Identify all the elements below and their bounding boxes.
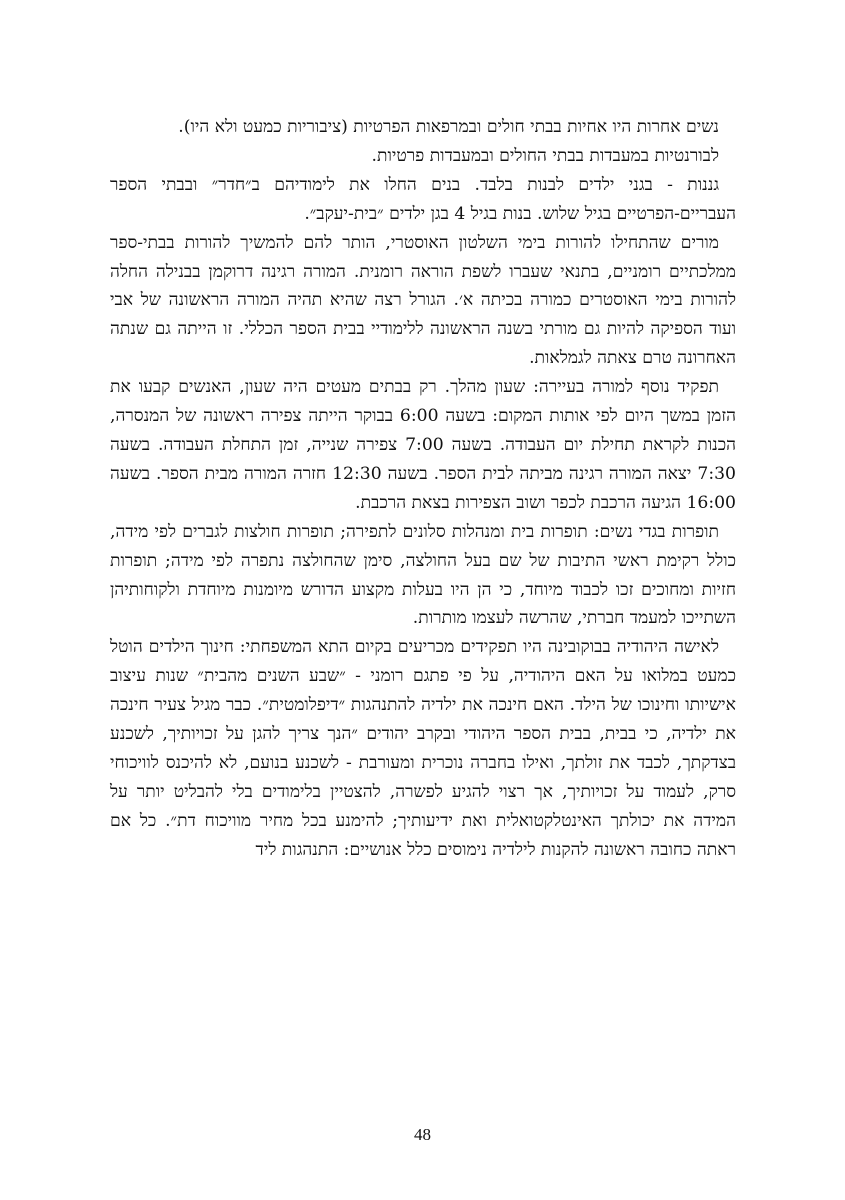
paragraph-nurses: נשים אחרות היו אחיות בבתי חולים ובמרפאות הפרטיות (ציבוריות כמעט ולא היו). [178, 117, 719, 137]
paragraph-seamstresses: תופרות בגדי נשים: תופרות בית ומנהלות סלונים לתפירה; תופרות חולצות לגברים לפי מידה, כולל רקימת ראשי התיבות של שם בעל החולצה, סימן שהחולצה נתפרה לפי מידה; תופרות חזיות ומחוכים זכו לכבוד מיוחד, כי הן היו בעלות מקצוע הדורש מיומנות מיוחדת ולקוחותיהן השתייכו למעמד חברתי, שהרשה לעצמו מותרות. [110, 521, 736, 629]
paragraph-teachers: מורים שהתחילו להורות בימי השלטון האוסטרי, הותר להם להמשיך להורות בבתי-ספר ממלכתיים רומניים, בתנאי שעברו לשפת הוראה רומנית. המורה רגינה דרוקמן בבנילה החלה להורות בימי האוסטרים כמורה בכיתה א׳. הגורל רצה שהיא תהיה המורה הראשונה של אבי ועוד הספיקה להיות גם מורתי בשנה הראשונה ללימודיי בבית הספר הכללי. זו הייתה גם שנתה האחרונה טרם צאתה לגמלאות. [110, 232, 736, 369]
page-body [110, 113, 736, 1113]
page-number: 48 [414, 1125, 431, 1144]
paragraph-jewish-woman: לאישה היהודיה בבוקובינה היו תפקידים מכריעים בקיום התא המשפחתי: חינוך הילדים הוטל כמעט במלואו על האם היהודיה, על פי פתגם רומני - ״שבע השנים מהבית״ שנות עיצוב אישיותו וחינוכו של הילד. האם חינכה את ילדיה להתנהגות ״דיפלומטית״. כבר מגיל צעיר חינכה את ילדיה, כי בבית, בבית הספר היהודי ובקרב יהודים ״הנך צריך להגן על זכויותיך, לשכנע בצדקתך, לכבד את זולתך, ואילו בחברה נוכרית ומעורבת - לשכנע בנועם, לא להיכנס לוויכוחי סרק, לעמוד על זכויותיך, אך רצוי להגיע לפשרה, להצטיין בלימודים בלי להבליט יותר על המידה את יכולתך האינטלקטואלית ואת ידיעותיך; להימנע בכל מחיר מוויכוח דת״. כל אם ראתה כחובה ראשונה להקנות לילדיה נימוסים כלל אנושיים: התנהגות ליד [110, 637, 736, 860]
paragraph-kindergarten-teachers: גננות - בגני ילדים לבנות בלבד. בנים החלו את לימודיהם ב״חדר״ ובבתי הספר העבריים-הפרטיים בגיל שלוש. בנות בגיל 4 בגן ילדים ״בית-יעקב״. [110, 174, 736, 224]
paragraph-lab-technicians: לבורנטיות במעבדות בבתי החולים ובמעבדות פרטיות. [371, 145, 719, 166]
paragraph-walking-clock: תפקיד נוסף למורה בעיירה: שעון מהלך. רק בבתים מעטים היה שעון, האנשים קבעו את הזמן במשך היום לפי אותות המקום: בשעה 6:00 בבוקר הייתה צפירה ראשונה של המנסרה, הכנות לקראת תחילת יום העבודה. בשעה 7:00 צפירה שנייה, זמן התחלת העבודה. בשעה 7:30 יצאה המורה רגינה מביתה לבית הספר. בשעה 12:30 חזרה המורה מבית הספר. בשעה 16:00 הגיעה הרכבת לכפר ושוב הצפירות בצאת הרכבת. [110, 377, 736, 513]
